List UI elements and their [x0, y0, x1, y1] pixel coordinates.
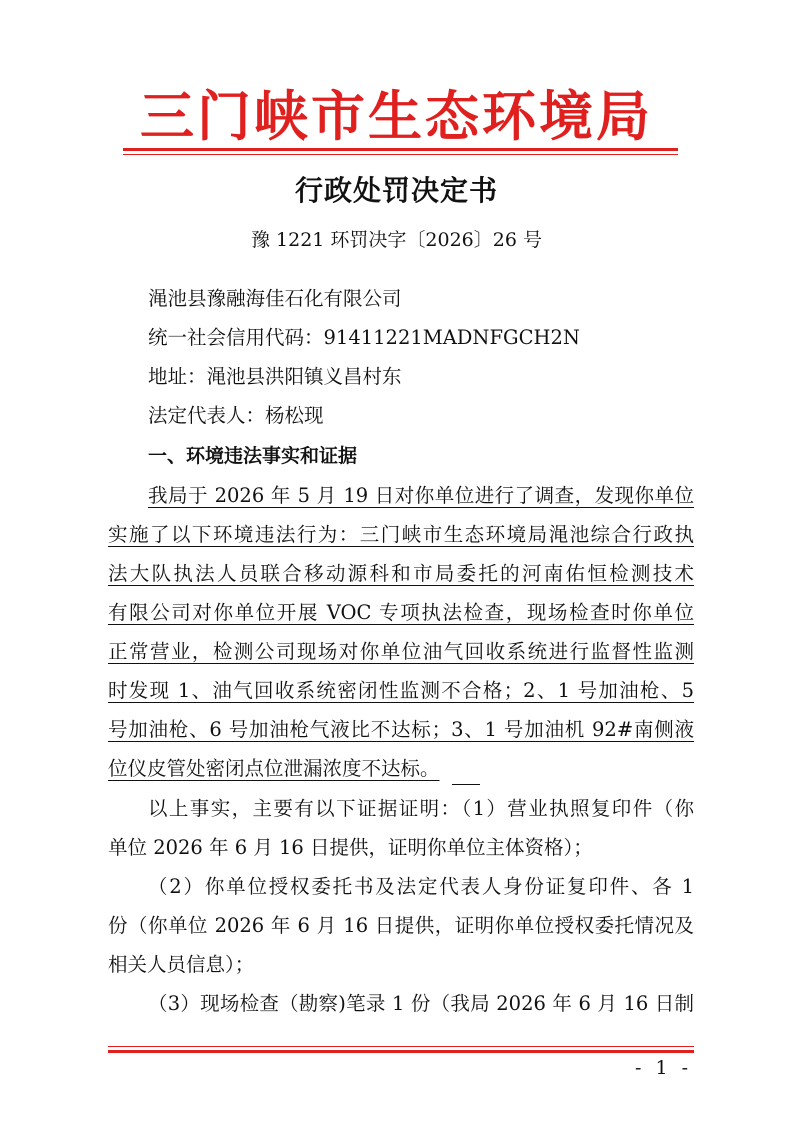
party-name: 渑池县豫融海佳石化有限公司	[148, 287, 402, 310]
party-legal-representative: 法定代表人：杨松现	[148, 404, 324, 427]
facts-underline-tail	[452, 784, 480, 785]
evidence-line: 份（你单位 2026 年 6 月 16 日提供，证明你单位授权委托情况及	[108, 914, 694, 937]
evidence-line: （2）你单位授权委托书及法定代表人身份证复印件、各 1	[148, 875, 694, 898]
evidence-line: 相关人员信息）；	[108, 953, 255, 976]
document-number: 豫 1221 环罚决字〔2026〕26 号	[250, 229, 542, 251]
facts-line: 实施了以下环境违法行为：三门峡市生态环境局渑池综合行政执	[108, 523, 694, 546]
letterhead-rule-thick	[123, 148, 678, 151]
section-heading-violation-facts: 一、环境违法事实和证据	[148, 445, 358, 467]
facts-line: 号加油枪、6 号加油枪气液比不达标；3、1 号加油机 92#南侧液	[108, 718, 694, 741]
footer-rule-thick	[108, 1050, 694, 1053]
evidence-line: 单位 2026 年 6 月 16 日提供，证明你单位主体资格）；	[108, 836, 593, 859]
facts-line: 我局于 2026 年 5 月 19 日对你单位进行了调查，发现你单位	[148, 484, 694, 507]
footer-rule-thin	[108, 1046, 694, 1047]
issuing-authority-title: 三门峡市生态环境局	[140, 84, 653, 148]
letterhead-rule-thin	[123, 154, 678, 155]
facts-line-last: 位仪皮管处密闭点位泄漏浓度不达标。	[108, 757, 440, 780]
party-credit-code: 统一社会信用代码：91411221MADNFGCH2N	[148, 326, 580, 349]
evidence-line: 以上事实，主要有以下证据证明：（1）营业执照复印件（你	[148, 797, 694, 820]
party-address: 地址：渑池县洪阳镇义昌村东	[148, 365, 402, 388]
facts-line: 法大队执法人员联合移动源科和市局委托的河南佑恒检测技术	[108, 562, 694, 585]
evidence-line: （3）现场检查（勘察)笔录 1 份（我局 2026 年 6 月 16 日制	[148, 992, 694, 1015]
facts-line: 时发现 1、油气回收系统密闭性监测不合格；2、1 号加油枪、5	[108, 679, 694, 702]
facts-line: 有限公司对你单位开展 VOC 专项执法检查，现场检查时你单位	[108, 601, 694, 624]
page-number: - 1 -	[634, 1057, 692, 1079]
facts-line: 正常营业，检测公司现场对你单位油气回收系统进行监督性监测	[108, 640, 694, 663]
document-type-title: 行政处罚决定书	[294, 174, 498, 207]
